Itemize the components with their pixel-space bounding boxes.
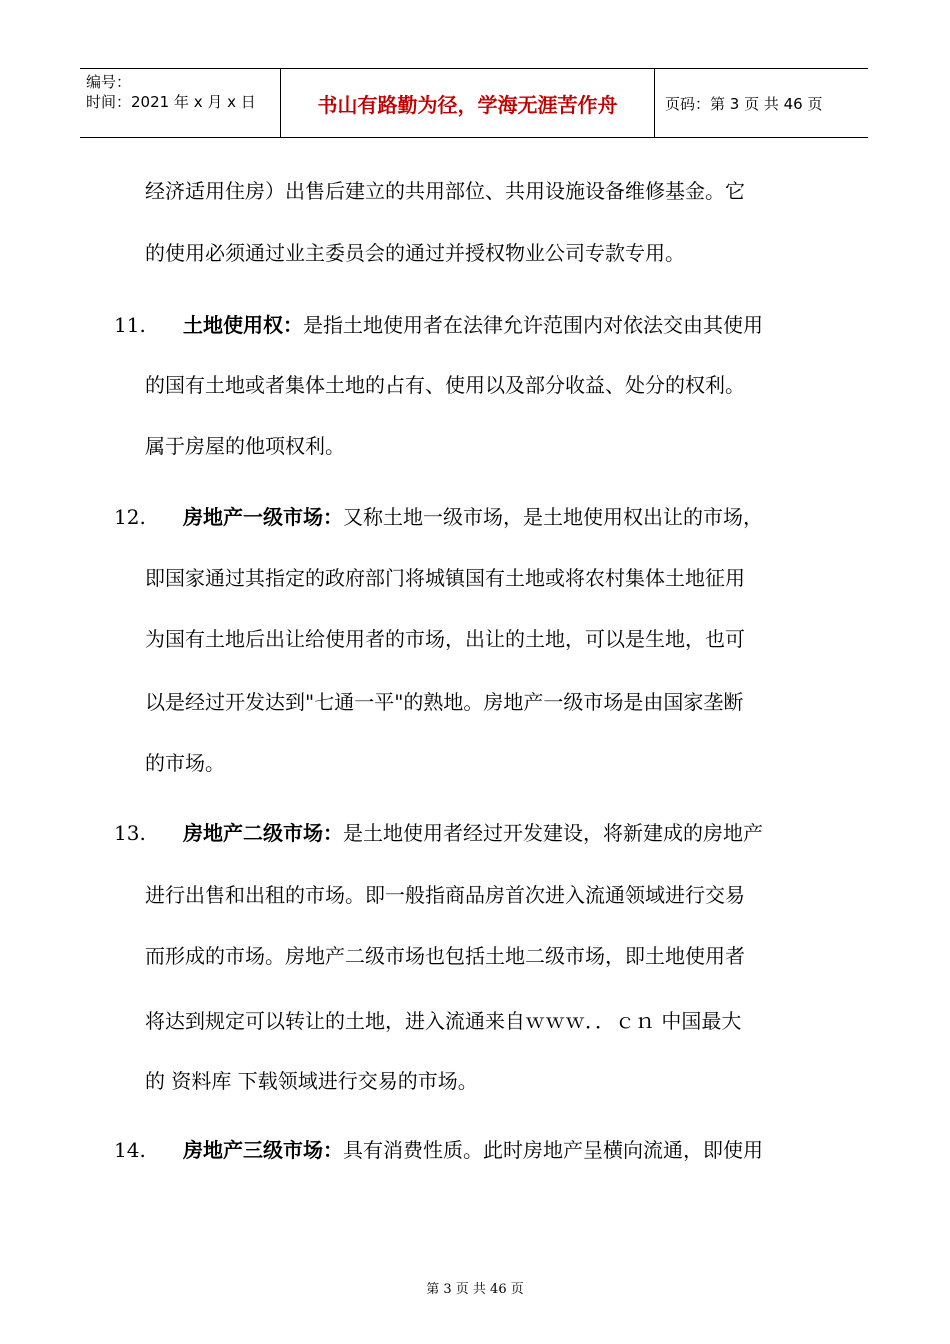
body-line: 而形成的市场。房地产二级市场也包括土地二级市场，即土地使用者 — [145, 944, 745, 968]
page-footer: 第 3 页 共 46 页 — [426, 1282, 524, 1297]
item-number: 13. — [114, 821, 146, 845]
definition: 具有消费性质。此时房地产呈横向流通，即使用 — [343, 1138, 763, 1162]
list-item — [183, 819, 763, 847]
number-label: 编号： — [86, 73, 132, 91]
header-page-info: 页码：第 3 页 共 46 页 — [665, 94, 823, 113]
body-line: 的使用必须通过业主委员会的通过并授权物业公司专款专用。 — [145, 241, 685, 265]
body-line: 的市场。 — [145, 751, 225, 775]
header-meta — [80, 69, 281, 137]
body-line: 经济适用住房）出售后建立的共用部位、共用设施设备维修基金。它 — [145, 179, 745, 203]
body-line: 以是经过开发达到"七通一平"的熟地。房地产一级市场是由国家垄断 — [145, 690, 744, 714]
term: 房地产三级市场： — [183, 1138, 343, 1162]
body-line: 的 资料库 下载领域进行交易的市场。 — [145, 1069, 478, 1093]
item-number: 11. — [114, 313, 146, 337]
body-line: 为国有土地后出让给使用者的市场，出让的土地，可以是生地，也可 — [145, 627, 745, 651]
item-number: 14. — [114, 1138, 146, 1162]
definition: 是指土地使用者在法律允许范围内对依法交由其使用 — [303, 313, 763, 337]
item-number: 12. — [114, 505, 146, 529]
term: 房地产二级市场： — [183, 821, 343, 845]
term: 房地产一级市场： — [183, 505, 343, 529]
page-header — [80, 68, 868, 138]
body-line: 进行出售和出租的市场。即一般指商品房首次进入流通领域进行交易 — [145, 883, 745, 907]
body-line: 即国家通过其指定的政府部门将城镇国有土地或将农村集体土地征用 — [145, 566, 745, 590]
time-label: 时间：2021 年 x 月 x 日 — [86, 93, 256, 111]
body-line: 将达到规定可以转让的土地，进入流通来自ｗｗｗ．．ｃｎ 中国最大 — [145, 1009, 742, 1033]
term: 土地使用权： — [183, 313, 303, 337]
list-item — [183, 1136, 763, 1164]
definition: 是土地使用者经过开发建设，将新建成的房地产 — [343, 821, 763, 845]
list-item — [183, 311, 763, 339]
body-line: 的国有土地或者集体土地的占有、使用以及部分收益、处分的权利。 — [145, 373, 745, 397]
list-item — [183, 503, 763, 531]
header-motto: 书山有路勤为径，学海无涯苦作舟 — [281, 69, 655, 137]
definition: 又称土地一级市场，是土地使用权出让的市场， — [343, 505, 763, 529]
body-line: 属于房屋的他项权利。 — [145, 434, 345, 458]
